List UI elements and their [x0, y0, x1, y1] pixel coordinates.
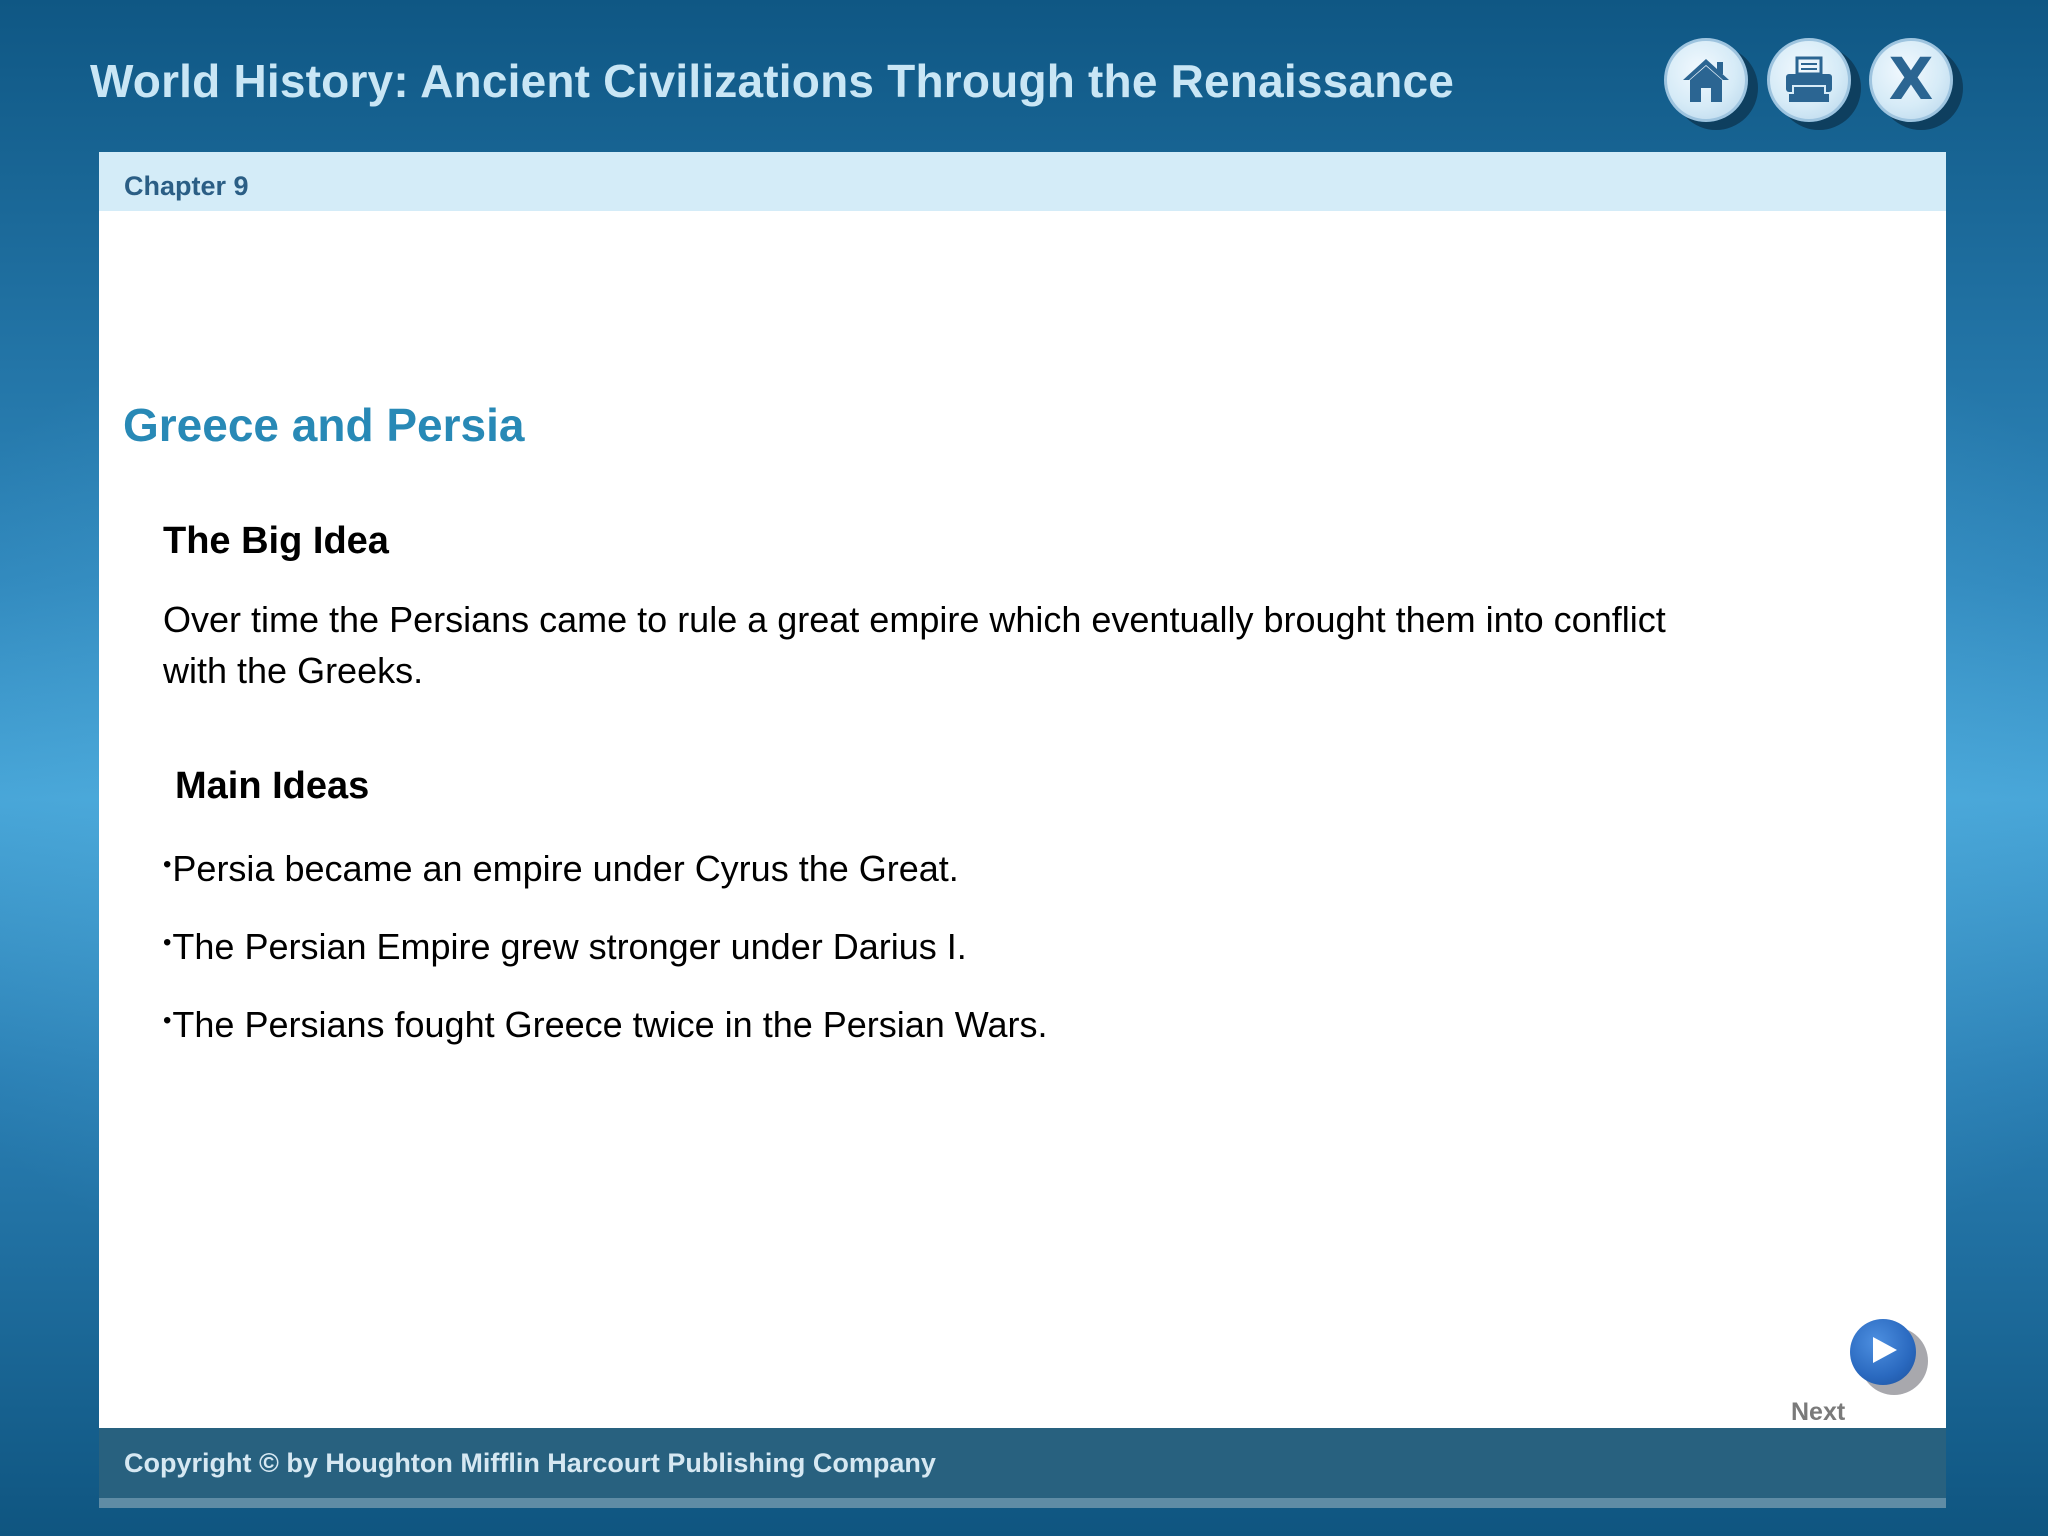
next-button[interactable]: [1850, 1319, 1930, 1399]
main-idea-text: Persia became an empire under Cyrus the Great.: [172, 848, 959, 889]
big-idea-heading: The Big Idea: [163, 520, 389, 562]
play-arrow-icon: [1866, 1333, 1900, 1372]
home-button[interactable]: [1664, 38, 1748, 122]
app-title: World History: Ancient Civilizations Through the Renaissance: [90, 55, 1455, 107]
close-icon: X: [1888, 45, 1934, 113]
next-button-circle: [1850, 1319, 1916, 1385]
bullet-icon: •: [163, 929, 172, 956]
content-panel: [99, 152, 1946, 1428]
main-idea-text: The Persian Empire grew stronger under Darius I.: [172, 926, 967, 967]
main-ideas-list: [163, 842, 1047, 1076]
bullet-icon: •: [163, 851, 172, 878]
close-button[interactable]: [1869, 38, 1953, 122]
list-item: [163, 998, 1047, 1076]
footer-bar: [99, 1428, 1946, 1498]
chapter-label: Chapter 9: [124, 171, 249, 201]
big-idea-text: Over time the Persians came to rule a great empire which eventually brought them into conflict with the Greeks.: [163, 599, 1666, 691]
toolbar: [1664, 38, 1970, 126]
list-item: [163, 920, 1047, 998]
chapter-bar: [99, 152, 1946, 211]
home-icon: [1681, 56, 1731, 104]
main-idea-text: The Persians fought Greece twice in the Persian Wars.: [172, 1004, 1048, 1045]
printer-icon: [1783, 55, 1835, 105]
bullet-icon: •: [163, 1007, 172, 1034]
footer-divider: [99, 1498, 1946, 1508]
list-item: [163, 842, 1047, 920]
lesson-title: Greece and Persia: [123, 399, 525, 451]
next-label[interactable]: Next: [1791, 1398, 1846, 1426]
main-ideas-heading: Main Ideas: [175, 765, 370, 807]
copyright-text: Copyright © by Houghton Mifflin Harcourt Publishing Company: [124, 1448, 936, 1478]
print-button[interactable]: [1767, 38, 1851, 122]
